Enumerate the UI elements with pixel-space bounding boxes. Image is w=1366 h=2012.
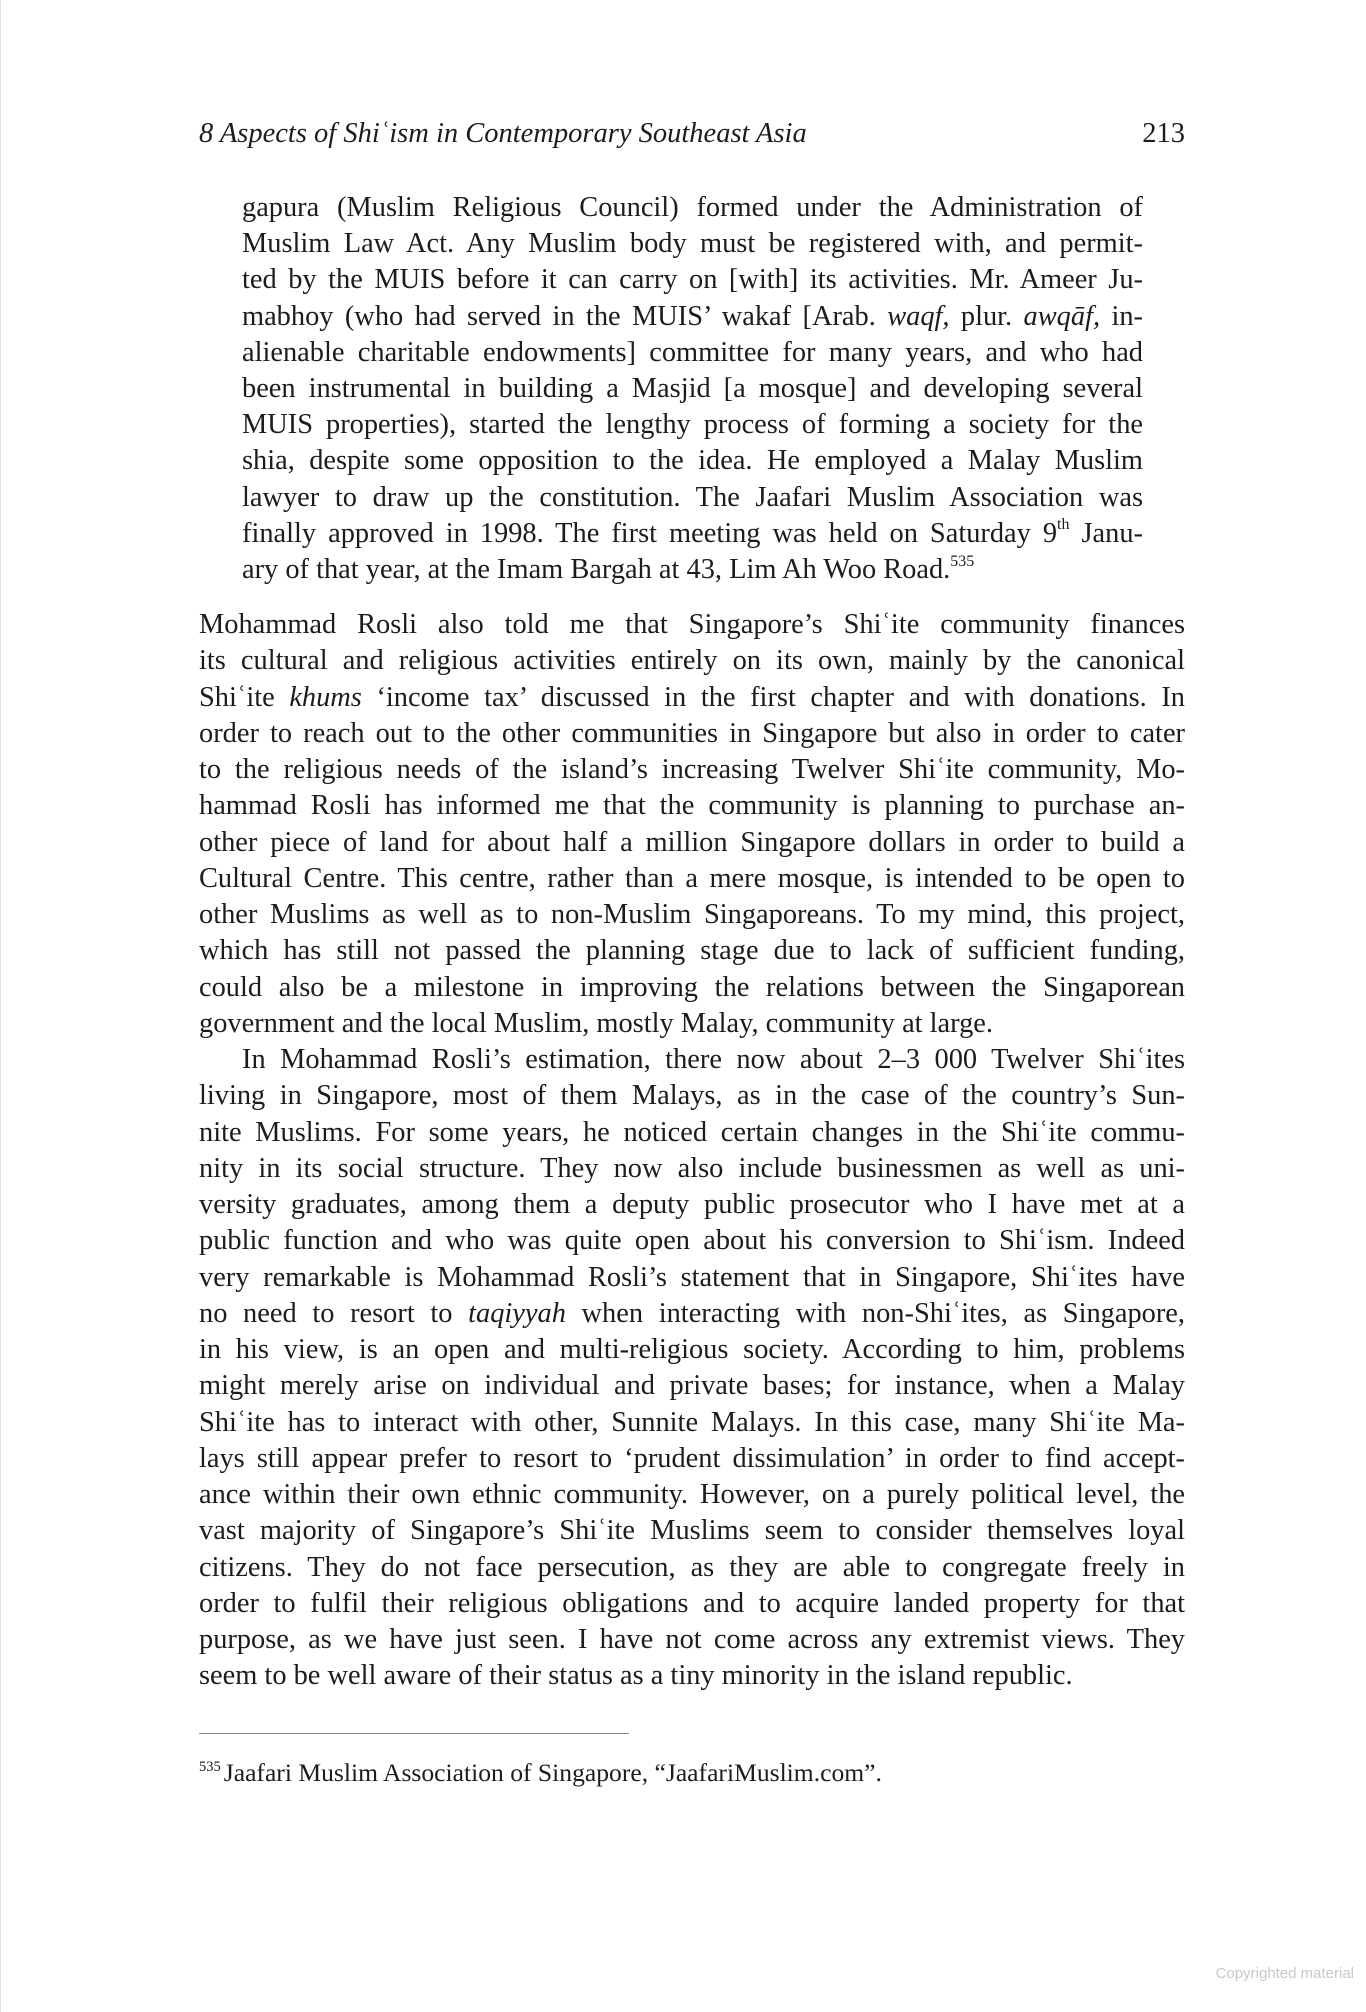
quote-line-mid: plur. (949, 300, 1024, 332)
text-line: seem to be well aware of their status as a tiny minority in the island republic. (199, 1660, 1073, 1692)
text-line: other Muslims as well as to non-Muslim Singaporeans. To my mind, this project, (199, 899, 1185, 930)
quote-line: shia, despite some opposition to the idea. He employed a Malay Muslim (242, 445, 1143, 477)
text-line-end: ‘income tax’ discussed in the first chapter and with donations. In (361, 681, 1185, 713)
text-line: citizens. They do not face persecution, as they are able to congregate freely in (199, 1551, 1185, 1583)
quote-line: ted by the MUIS before it can carry on [with] its activities. Mr. Ameer Ju- (242, 264, 1143, 296)
paragraph-1 (199, 607, 1185, 1042)
text-line: order to reach out to the other communities in Singapore but also in order to cater (199, 717, 1185, 749)
quote-line-start: mabhoy (who had served in the MUIS’ wakaf [Arab. (242, 300, 888, 332)
quote-line-end: in- (1100, 300, 1143, 332)
text-line: Mohammad Rosli also told me that Singapore’s Shiʿite community finances (199, 609, 1185, 640)
text-line: government and the local Muslim, mostly Malay, community at large. (199, 1007, 993, 1039)
quote-line: lawyer to draw up the constitution. The Jaafari Muslim Association was (242, 481, 1143, 513)
text-line: might merely arise on individual and private bases; for instance, when a Malay (199, 1370, 1185, 1402)
text-line: Cultural Centre. This centre, rather than a mere mosque, is intended to be open to (199, 862, 1185, 894)
copyright-watermark: Copyrighted material (1215, 1965, 1354, 1982)
quote-line (242, 552, 1143, 588)
running-head (199, 114, 1185, 154)
footnote-text: Jaafari Muslim Association of Singapore, “JaafariMuslim.com”. (223, 1758, 882, 1787)
term-taqiyyah: taqiyyah (468, 1297, 566, 1329)
ordinal-suffix: th (1057, 516, 1070, 534)
text-line: other piece of land for about half a million Singapore dollars in order to build a (199, 826, 1185, 858)
text-line (199, 1296, 1185, 1332)
footnote-number: 535 (199, 1759, 221, 1775)
text-line: ance within their own ethnic community. However, on a purely political level, the (199, 1479, 1185, 1510)
quote-line: alienable charitable endowments] committee for many years, and who had (242, 336, 1143, 368)
paragraph-2 (199, 1042, 1185, 1695)
text-line: hammad Rosli has informed me that the community is planning to purchase an- (199, 790, 1185, 822)
text-line: versity graduates, among them a deputy public prosecutor who I have met at a (199, 1189, 1185, 1220)
footnote-divider (199, 1733, 629, 1734)
term-khums: khums (289, 681, 362, 713)
text-line: in his view, is an open and multi-religious society. According to him, problems (199, 1334, 1185, 1365)
text-line: lays still appear prefer to resort to ‘prudent dissimulation’ in order to find accept- (199, 1442, 1185, 1474)
text-line: which has still not passed the planning stage due to lack of sufficient funding, (199, 935, 1185, 967)
text-line-start: Shiʿite (199, 681, 290, 713)
text-line: living in Singapore, most of them Malays, as in the case of the country’s Sun- (199, 1080, 1185, 1112)
text-line: In Mohammad Rosli’s estimation, there now about 2–3 000 Twelver Shiʿites (242, 1044, 1185, 1075)
footnote-reference[interactable]: 535 (950, 552, 975, 570)
text-line (199, 680, 1185, 716)
text-line: purpose, as we have just seen. I have not come across any extremist views. They (199, 1624, 1185, 1655)
text-line: very remarkable is Mohammad Rosli’s statement that in Singapore, Shiʿites have (199, 1261, 1185, 1293)
body-text (199, 607, 1185, 1695)
quote-line: gapura (Muslim Religious Council) formed under the Administration of (242, 192, 1143, 223)
text-line: its cultural and religious activities entirely on its own, mainly by the canonical (199, 645, 1185, 677)
text-line: could also be a milestone in improving the relations between the Singaporean (199, 971, 1185, 1003)
text-line: nity in its social structure. They now also include businessmen as well as uni- (199, 1152, 1185, 1184)
text-line: order to fulfil their religious obligations and to acquire landed property for that (199, 1587, 1185, 1619)
quote-line: Muslim Law Act. Any Muslim body must be registered with, and permit- (242, 228, 1143, 260)
quote-line-end: Janu- (1069, 517, 1143, 549)
term-awqaf: awqāf, (1023, 300, 1101, 332)
footnote (199, 1756, 1185, 1794)
quote-line (242, 516, 1143, 552)
text-line: Shiʿite has to interact with other, Sunnite Malays. In this case, many Shiʿite Ma- (199, 1406, 1185, 1438)
text-line: to the religious needs of the island’s increasing Twelver Shiʿite community, Mo- (199, 754, 1185, 785)
term-waqf: waqf, (887, 300, 950, 332)
text-line: public function and who was quite open about his conversion to Shiʿism. Indeed (199, 1225, 1185, 1257)
page-number: 213 (1142, 118, 1185, 149)
text-line: vast majority of Singapore’s Shiʿite Muslims seem to consider themselves loyal (199, 1515, 1185, 1547)
quote-line (242, 299, 1143, 335)
quote-line: been instrumental in building a Masjid [a mosque] and developing several (242, 373, 1143, 405)
text-line-start: no need to resort to (199, 1297, 469, 1329)
text-line: nite Muslims. For some years, he noticed certain changes in the Shiʿite commu- (199, 1116, 1185, 1148)
quote-line-start: finally approved in 1998. The first meeting was held on Saturday 9 (242, 517, 1058, 549)
block-quote (242, 190, 1143, 588)
text-line-end: when interacting with non-Shiʿites, as Singapore, (565, 1297, 1186, 1329)
quote-line: MUIS properties), started the lengthy process of forming a society for the (242, 409, 1143, 441)
chapter-title: 8 Aspects of Shiʿism in Contemporary Southeast Asia (199, 118, 807, 149)
quote-line-start: ary of that year, at the Imam Bargah at 43, Lim Ah Woo Road. (242, 554, 951, 586)
